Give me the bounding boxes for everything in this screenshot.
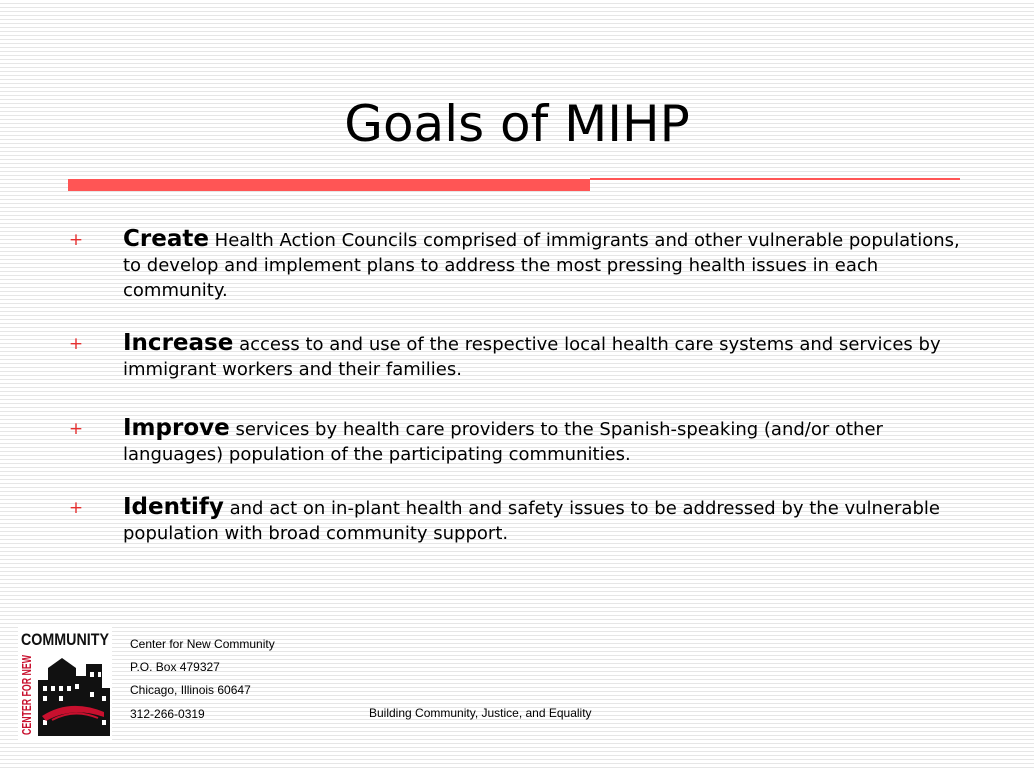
- title-underline-thick: [68, 179, 590, 191]
- tagline: Building Community, Justice, and Equality: [369, 706, 592, 720]
- goal-lead-word: Increase: [123, 330, 234, 356]
- slide-title: Goals of MIHP: [344, 95, 690, 153]
- plus-icon: +: [68, 498, 84, 518]
- goal-lead-word: Improve: [123, 415, 230, 441]
- plus-icon: +: [68, 230, 84, 250]
- logo-wordmark: COMMUNITY: [21, 630, 110, 649]
- logo-side-text: CENTER FOR NEW: [19, 616, 34, 735]
- center-for-new-community-logo: [18, 616, 112, 741]
- goal-text: services by health care providers to the Spanish-speaking (and/or other languages) population of the participating communities.: [123, 419, 883, 465]
- logo-mark: [18, 616, 112, 741]
- plus-icon: +: [68, 419, 84, 439]
- goal-lead-word: Identify: [123, 494, 224, 520]
- city-state-zip: Chicago, Illinois 60647: [130, 683, 251, 697]
- phone-number: 312-266-0319: [130, 707, 205, 721]
- org-name: Center for New Community: [130, 637, 275, 651]
- po-box: P.O. Box 479327: [130, 660, 220, 674]
- plus-icon: +: [68, 334, 84, 354]
- goal-text: Health Action Councils comprised of immigrants and other vulnerable populations, to develop and implement plans to address the most pressing health issues in each community.: [123, 230, 960, 301]
- title-underline-thin: [590, 178, 960, 180]
- goal-text: and act on in-plant health and safety issues to be addressed by the vulnerable population with broad community support.: [123, 498, 940, 544]
- goal-lead-word: Create: [123, 226, 209, 252]
- goal-text: access to and use of the respective local health care systems and services by immigrant workers and their families.: [123, 334, 941, 380]
- city-buildings-icon: [38, 658, 110, 736]
